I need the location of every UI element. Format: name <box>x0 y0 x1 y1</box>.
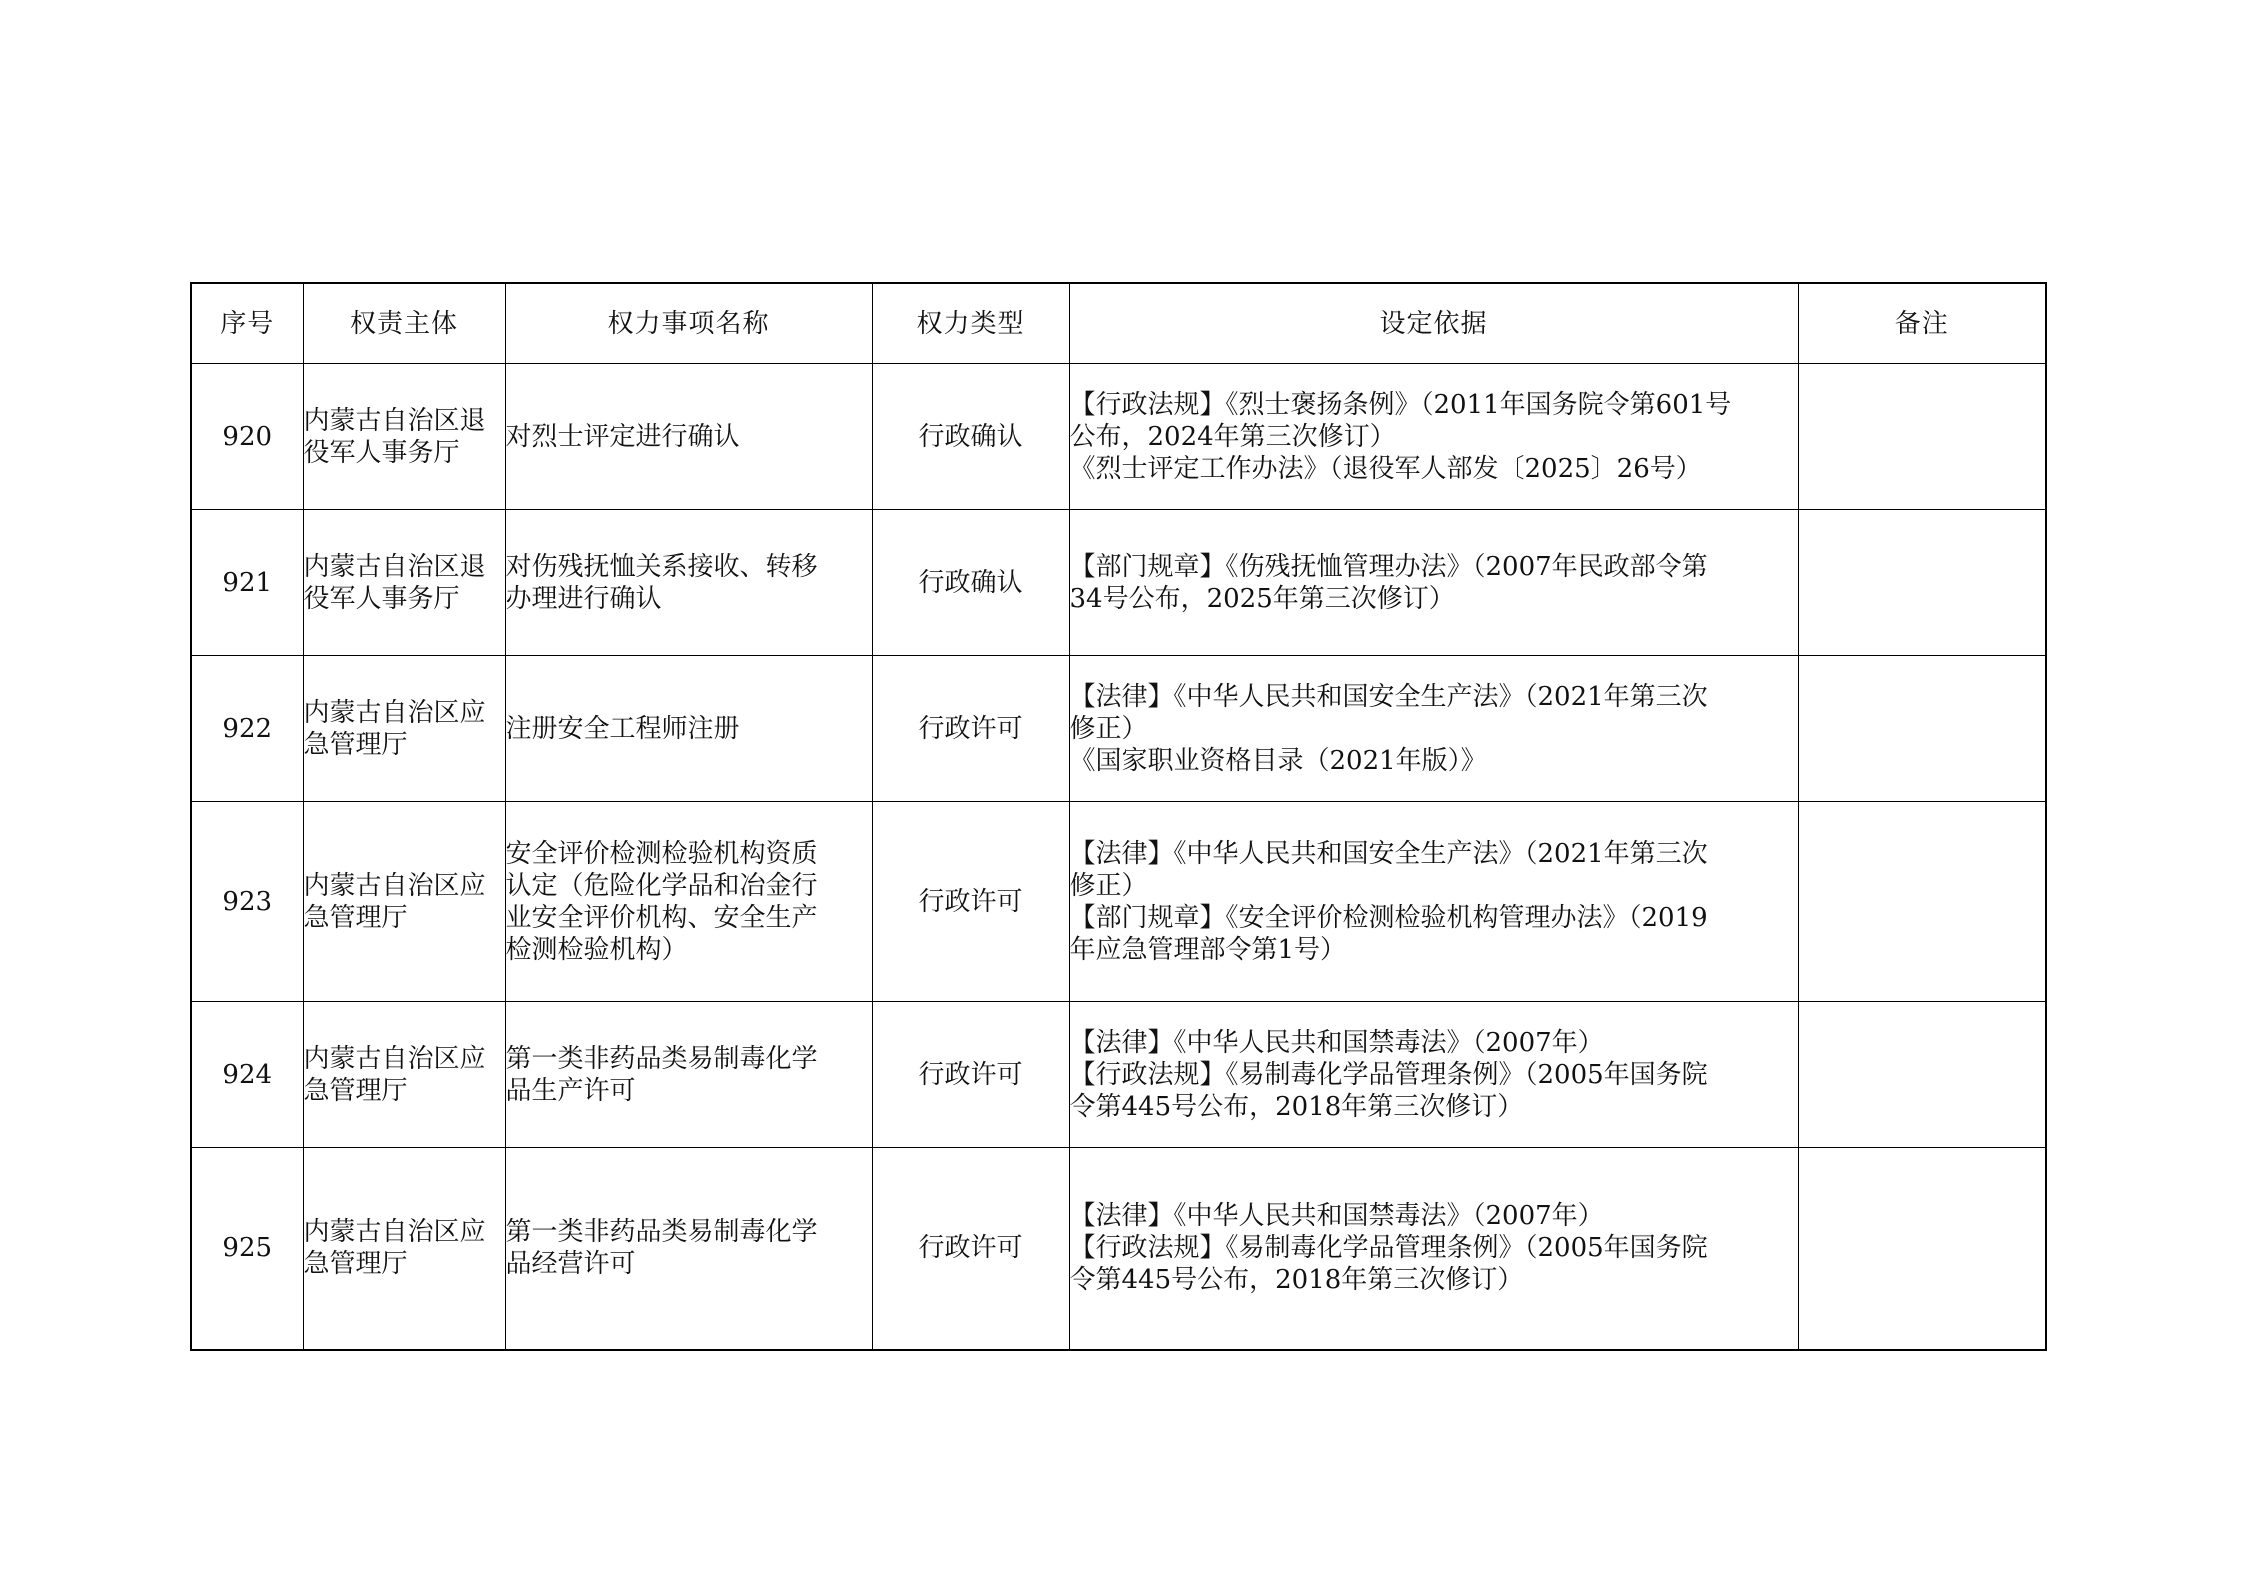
cell-basis <box>1069 1002 1798 1148</box>
cell-type: 行政确认 <box>872 510 1069 656</box>
basis-line: 修正） <box>1069 713 1148 744</box>
subject-line: 急管理厅 <box>303 902 408 933</box>
name-line: 对烈士评定进行确认 <box>505 421 740 452</box>
table-row <box>191 364 2046 510</box>
header-basis: 设定依据 <box>1069 283 1798 364</box>
name-line: 安全评价检测检验机构资质 <box>505 838 818 869</box>
name-line: 品生产许可 <box>505 1075 636 1106</box>
subject-line: 急管理厅 <box>303 729 408 760</box>
subject-line: 役军人事务厅 <box>303 583 460 614</box>
table-row <box>191 656 2046 802</box>
cell-subject <box>303 364 505 510</box>
cell-type: 行政确认 <box>872 364 1069 510</box>
name-line: 注册安全工程师注册 <box>505 713 740 744</box>
name-line: 办理进行确认 <box>505 583 662 614</box>
cell-note <box>1798 656 2046 802</box>
subject-line: 内蒙古自治区应 <box>303 697 486 728</box>
cell-basis <box>1069 802 1798 1002</box>
name-line: 认定（危险化学品和冶金行 <box>505 870 818 901</box>
basis-line: 《烈士评定工作办法》（退役军人部发〔2025〕26号） <box>1069 453 1702 484</box>
basis-line: 【法律】《中华人民共和国禁毒法》（2007年） <box>1069 1027 1604 1058</box>
basis-line: 【法律】《中华人民共和国安全生产法》（2021年第三次 <box>1069 838 1708 869</box>
cell-type: 行政许可 <box>872 1002 1069 1148</box>
basis-line: 【法律】《中华人民共和国禁毒法》（2007年） <box>1069 1201 1604 1232</box>
header-seq: 序号 <box>191 283 303 364</box>
cell-name <box>505 656 872 802</box>
cell-subject <box>303 510 505 656</box>
cell-seq: 924 <box>191 1002 303 1148</box>
cell-subject <box>303 1002 505 1148</box>
cell-seq: 921 <box>191 510 303 656</box>
cell-seq: 925 <box>191 1148 303 1350</box>
name-line: 第一类非药品类易制毒化学 <box>505 1217 818 1248</box>
table-row <box>191 1148 2046 1350</box>
cell-type: 行政许可 <box>872 802 1069 1002</box>
cell-basis <box>1069 364 1798 510</box>
cell-seq: 920 <box>191 364 303 510</box>
table-row <box>191 510 2046 656</box>
subject-line: 急管理厅 <box>303 1075 408 1106</box>
cell-subject <box>303 656 505 802</box>
power-list-table <box>190 282 2047 1351</box>
name-line: 对伤残抚恤关系接收、转移 <box>505 551 818 582</box>
basis-line: 《国家职业资格目录（2021年版）》 <box>1069 745 1487 776</box>
cell-note <box>1798 510 2046 656</box>
header-subject: 权责主体 <box>303 283 505 364</box>
basis-line: 令第445号公布，2018年第三次修订） <box>1069 1091 1524 1122</box>
header-name: 权力事项名称 <box>505 283 872 364</box>
subject-line: 内蒙古自治区应 <box>303 1043 486 1074</box>
subject-line: 内蒙古自治区退 <box>303 551 486 582</box>
cell-name <box>505 364 872 510</box>
cell-note <box>1798 1148 2046 1350</box>
cell-name <box>505 510 872 656</box>
basis-line: 【部门规章】《安全评价检测检验机构管理办法》（2019 <box>1069 902 1708 933</box>
basis-line: 令第445号公布，2018年第三次修订） <box>1069 1265 1524 1296</box>
basis-line: 公布，2024年第三次修订） <box>1069 421 1396 452</box>
subject-line: 急管理厅 <box>303 1249 408 1280</box>
header-type: 权力类型 <box>872 283 1069 364</box>
cell-name <box>505 1148 872 1350</box>
subject-line: 内蒙古自治区应 <box>303 870 486 901</box>
cell-seq: 923 <box>191 802 303 1002</box>
cell-type: 行政许可 <box>872 656 1069 802</box>
basis-line: 修正） <box>1069 870 1148 901</box>
subject-line: 内蒙古自治区应 <box>303 1217 486 1248</box>
cell-basis <box>1069 1148 1798 1350</box>
cell-basis <box>1069 510 1798 656</box>
table-body <box>191 364 2046 1350</box>
table-header-row <box>191 283 2046 364</box>
cell-seq: 922 <box>191 656 303 802</box>
name-line: 业安全评价机构、安全生产 <box>505 902 818 933</box>
basis-line: 【法律】《中华人民共和国安全生产法》（2021年第三次 <box>1069 681 1708 712</box>
cell-note <box>1798 1002 2046 1148</box>
subject-line: 役军人事务厅 <box>303 437 460 468</box>
basis-line: 【部门规章】《伤残抚恤管理办法》（2007年民政部令第 <box>1069 551 1708 582</box>
basis-line: 【行政法规】《烈士褒扬条例》（2011年国务院令第601号 <box>1069 389 1732 420</box>
name-line: 品经营许可 <box>505 1249 636 1280</box>
cell-note <box>1798 802 2046 1002</box>
cell-basis <box>1069 656 1798 802</box>
basis-line: 年应急管理部令第1号） <box>1069 934 1347 965</box>
cell-note <box>1798 364 2046 510</box>
cell-name <box>505 1002 872 1148</box>
basis-line: 【行政法规】《易制毒化学品管理条例》（2005年国务院 <box>1069 1059 1708 1090</box>
table-row <box>191 802 2046 1002</box>
name-line: 检测检验机构） <box>505 934 688 965</box>
cell-subject <box>303 802 505 1002</box>
name-line: 第一类非药品类易制毒化学 <box>505 1043 818 1074</box>
cell-name <box>505 802 872 1002</box>
subject-line: 内蒙古自治区退 <box>303 405 486 436</box>
table-row <box>191 1002 2046 1148</box>
header-note: 备注 <box>1798 283 2046 364</box>
basis-line: 【行政法规】《易制毒化学品管理条例》（2005年国务院 <box>1069 1233 1708 1264</box>
cell-type: 行政许可 <box>872 1148 1069 1350</box>
basis-line: 34号公布，2025年第三次修订） <box>1069 583 1455 614</box>
cell-subject <box>303 1148 505 1350</box>
